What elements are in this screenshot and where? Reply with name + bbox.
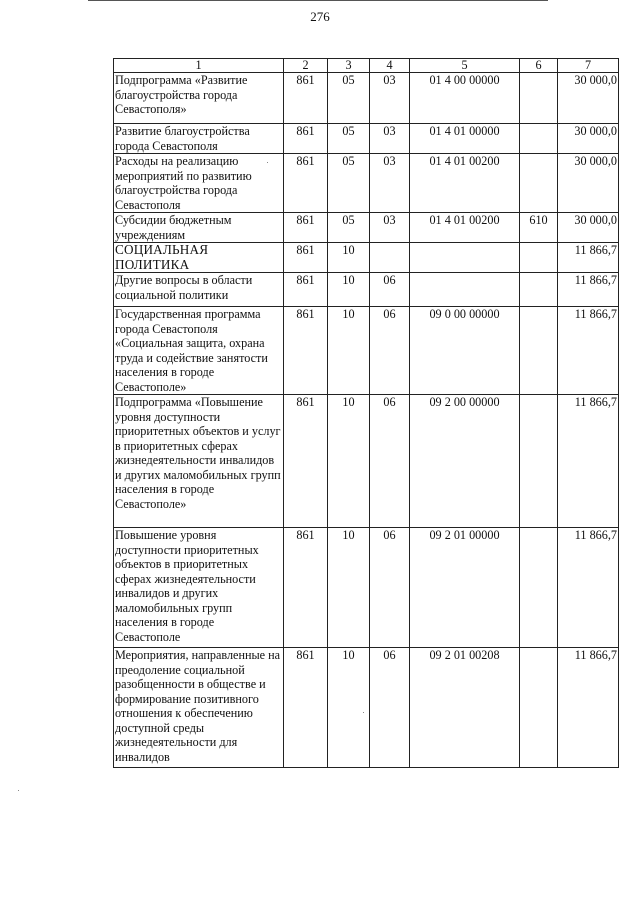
row-section-code: 05 — [328, 124, 370, 154]
row-description: Повышение уровня доступности приоритетных объектов в приоритетных сферах жизнедеятельности инвалидов и других маломобильных групп населения в городе Севастополе — [114, 528, 284, 648]
row-expense-type-code — [520, 648, 558, 768]
row-amount: 30 000,0 — [558, 154, 619, 213]
row-expense-type-code — [520, 307, 558, 395]
row-admin-code: 861 — [284, 307, 328, 395]
row-section-code: 10 — [328, 528, 370, 648]
row-expense-type-code — [520, 395, 558, 528]
row-target-item-code — [410, 273, 520, 307]
table-row — [114, 395, 619, 528]
table-row — [114, 648, 619, 768]
row-admin-code: 861 — [284, 528, 328, 648]
row-target-item-code: 01 4 00 00000 — [410, 73, 520, 124]
row-description: Развитие благоустройства города Севастополя — [114, 124, 284, 154]
row-admin-code: 861 — [284, 395, 328, 528]
row-description: Государственная программа города Севастополя «Социальная защита, охрана труда и содействие занятости населения в городе Севастополе» — [114, 307, 284, 395]
budget-table — [113, 58, 619, 768]
column-header: 2 — [284, 59, 328, 73]
row-section-code: 05 — [328, 73, 370, 124]
row-amount: 30 000,0 — [558, 73, 619, 124]
row-amount: 30 000,0 — [558, 213, 619, 243]
table-row — [114, 154, 619, 213]
row-amount: 11 866,7 — [558, 307, 619, 395]
table-row — [114, 307, 619, 395]
row-expense-type-code — [520, 528, 558, 648]
row-admin-code: 861 — [284, 273, 328, 307]
row-amount: 11 866,7 — [558, 243, 619, 273]
row-section-code: 10 — [328, 273, 370, 307]
row-amount: 30 000,0 — [558, 124, 619, 154]
table-row — [114, 213, 619, 243]
column-header: 5 — [410, 59, 520, 73]
row-description: Подпрограмма «Развитие благоустройства города Севастополя» — [114, 73, 284, 124]
row-subsection-code: 03 — [370, 213, 410, 243]
row-target-item-code: 01 4 01 00000 — [410, 124, 520, 154]
row-description: Расходы на реализацию мероприятий по развитию благоустройства города Севастополя — [114, 154, 284, 213]
row-target-item-code: 09 0 00 00000 — [410, 307, 520, 395]
row-expense-type-code — [520, 243, 558, 273]
row-subsection-code: 03 — [370, 154, 410, 213]
table-row — [114, 73, 619, 124]
row-target-item-code: 09 2 00 00000 — [410, 395, 520, 528]
column-header: 4 — [370, 59, 410, 73]
row-subsection-code: 06 — [370, 307, 410, 395]
row-description: Подпрограмма «Повышение уровня доступности приоритетных объектов и услуг в приоритетных сферах жизнедеятельности инвалидов и других маломобильных групп населения в городе Севастополе» — [114, 395, 284, 528]
row-admin-code: 861 — [284, 124, 328, 154]
row-target-item-code: 09 2 01 00208 — [410, 648, 520, 768]
top-edge-rule — [88, 0, 548, 1]
row-description: Субсидии бюджетным учреждениям — [114, 213, 284, 243]
scan-speck — [267, 162, 268, 163]
column-header: 3 — [328, 59, 370, 73]
row-expense-type-code: 610 — [520, 213, 558, 243]
row-admin-code: 861 — [284, 213, 328, 243]
table-row — [114, 528, 619, 648]
row-target-item-code — [410, 243, 520, 273]
row-amount: 11 866,7 — [558, 528, 619, 648]
row-section-code: 10 — [328, 307, 370, 395]
row-expense-type-code — [520, 273, 558, 307]
row-subsection-code: 06 — [370, 273, 410, 307]
row-subsection-code: 06 — [370, 528, 410, 648]
row-subsection-code: 03 — [370, 124, 410, 154]
row-target-item-code: 01 4 01 00200 — [410, 213, 520, 243]
row-target-item-code: 01 4 01 00200 — [410, 154, 520, 213]
row-section-code: 10 — [328, 648, 370, 768]
row-amount: 11 866,7 — [558, 273, 619, 307]
row-description: СОЦИАЛЬНАЯ ПОЛИТИКА — [114, 243, 284, 273]
row-expense-type-code — [520, 154, 558, 213]
row-admin-code: 861 — [284, 154, 328, 213]
table-row — [114, 243, 619, 273]
table-row — [114, 124, 619, 154]
row-expense-type-code — [520, 124, 558, 154]
row-amount: 11 866,7 — [558, 648, 619, 768]
page-number: 276 — [310, 9, 330, 24]
column-header: 7 — [558, 59, 619, 73]
row-subsection-code — [370, 243, 410, 273]
row-subsection-code: 03 — [370, 73, 410, 124]
scan-speck — [363, 712, 364, 713]
row-description: Мероприятия, направленные на преодоление социальной разобщенности в обществе и формирование позитивного отношения к обеспечению доступной среды жизнедеятельности для инвалидов — [114, 648, 284, 768]
table-body — [114, 59, 619, 768]
row-section-code: 10 — [328, 395, 370, 528]
column-header: 1 — [114, 59, 284, 73]
row-admin-code: 861 — [284, 648, 328, 768]
row-subsection-code: 06 — [370, 648, 410, 768]
row-expense-type-code — [520, 73, 558, 124]
scan-speck — [18, 790, 19, 791]
table-header-row — [114, 59, 619, 73]
row-section-code: 10 — [328, 243, 370, 273]
row-admin-code: 861 — [284, 73, 328, 124]
row-description: Другие вопросы в области социальной политики — [114, 273, 284, 307]
row-section-code: 05 — [328, 213, 370, 243]
row-target-item-code: 09 2 01 00000 — [410, 528, 520, 648]
row-subsection-code: 06 — [370, 395, 410, 528]
table-row — [114, 273, 619, 307]
row-amount: 11 866,7 — [558, 395, 619, 528]
row-admin-code: 861 — [284, 243, 328, 273]
column-header: 6 — [520, 59, 558, 73]
row-section-code: 05 — [328, 154, 370, 213]
